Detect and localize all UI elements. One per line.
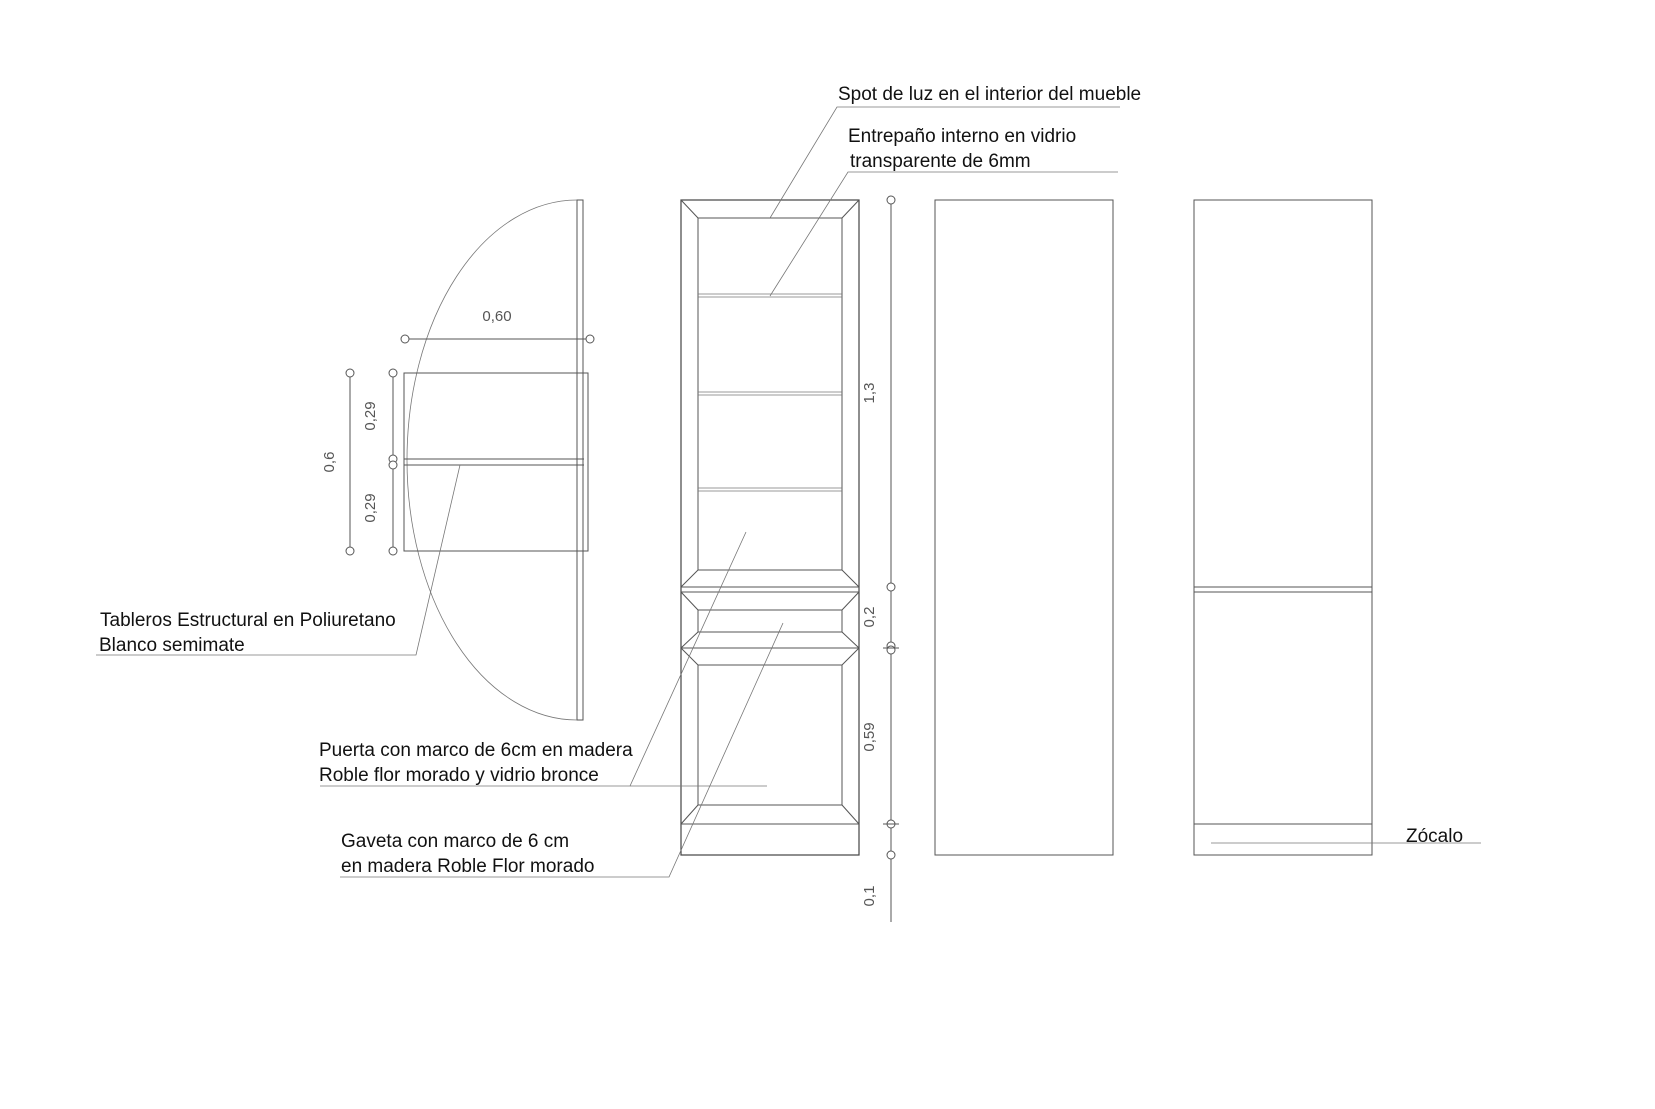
plan-upper-depth-label: 0,29 <box>362 401 379 431</box>
door-inner-panel <box>698 665 842 805</box>
plan-depth-dim-start <box>346 369 354 377</box>
plan-lower-depth-label: 0,29 <box>362 493 379 523</box>
drawer-bevel-tl <box>681 592 698 610</box>
entrepano-note-line-1: Entrepaño interno en vidrio <box>848 126 1077 147</box>
elev-bevel-br <box>842 570 859 587</box>
plan-width-dim-start <box>401 335 409 343</box>
plan-split-dim-mid-b <box>389 461 397 469</box>
elev-outer-frame <box>681 200 859 855</box>
plinth-height-label: 0,1 <box>861 885 878 907</box>
plan-split-dim-start <box>389 369 397 377</box>
upper-height-label: 1,3 <box>861 382 878 404</box>
side-elevation <box>935 200 1113 855</box>
plan-width-dim-end <box>586 335 594 343</box>
vdim-point-drawer-b <box>887 646 895 654</box>
annotations-top <box>770 84 1141 296</box>
gaveta-note-line-2: en madera Roble Flor morado <box>341 856 595 877</box>
drawer-bevel-bl <box>681 632 698 648</box>
entrepano-note-line-2: transparente de 6mm <box>850 151 1031 172</box>
annotations-bottom <box>319 532 783 877</box>
drawer-bevel-br <box>842 632 859 648</box>
plan-width-label: 0,60 <box>482 308 512 325</box>
plan-cabinet-body <box>404 373 588 551</box>
elev-bevel-tl <box>681 200 698 218</box>
tableros-note-line-1: Tableros Estructural en Poliuretano <box>100 610 396 631</box>
zocalo-note: Zócalo <box>1406 826 1464 847</box>
drawer-height-label: 0,2 <box>861 606 878 628</box>
plan-split-dim-end <box>389 547 397 555</box>
spot-note: Spot de luz en el interior del mueble <box>838 84 1142 105</box>
plan-door-swing-arc <box>407 200 577 720</box>
plan-view <box>96 200 594 720</box>
door-bevel-bl <box>681 805 698 824</box>
entrepano-leader-line <box>770 172 1118 296</box>
drawer-bevel-tr <box>842 592 859 610</box>
plan-depth-label: 0,6 <box>321 451 338 473</box>
front-elevation-open <box>681 200 859 855</box>
puerta-note-line-2: Roble flor morado y vidrio bronce <box>319 765 599 786</box>
vdim-point-bottom <box>887 851 895 859</box>
tableros-note-line-2: Blanco semimate <box>99 635 245 656</box>
door-bevel-tr <box>842 648 859 665</box>
vdim-point-top <box>887 196 895 204</box>
rear-elevation-body <box>1194 200 1372 855</box>
elev-bevel-tr <box>842 200 859 218</box>
door-height-label: 0,59 <box>861 722 878 752</box>
elev-upper-inner-panel <box>698 218 842 570</box>
puerta-note-line-1: Puerta con marco de 6cm en madera <box>319 740 633 761</box>
elev-bevel-bl <box>681 570 698 587</box>
drawer-inner-panel <box>698 610 842 632</box>
plan-depth-dim-end <box>346 547 354 555</box>
gaveta-note-line-1: Gaveta con marco de 6 cm <box>341 831 570 852</box>
vdim-point-band <box>887 583 895 591</box>
rear-elevation <box>1194 200 1481 855</box>
vertical-dimension-chain <box>861 196 899 922</box>
plan-back-panel <box>577 200 583 720</box>
door-bevel-br <box>842 805 859 824</box>
